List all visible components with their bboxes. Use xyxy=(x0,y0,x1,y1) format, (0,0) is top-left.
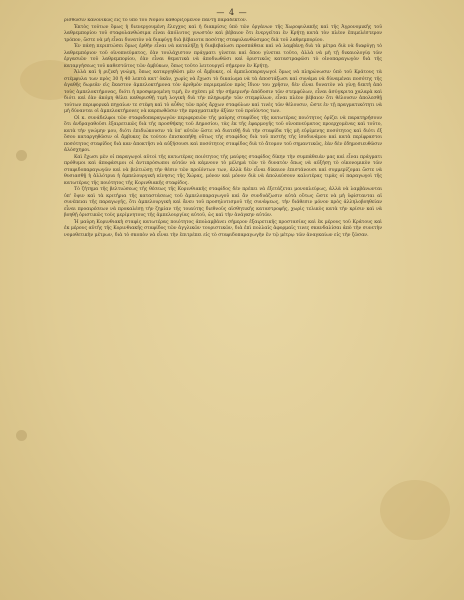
paper-stain xyxy=(380,480,450,540)
paragraph: Ἡ μαύρη Κορινθιακὴ σταφὶς κατωτέρας ποιότητος ἀπολαμβάνει σήμερον ἐξαιρετικῆς προστασίας καὶ ἐκ μέρους τοῦ Κράτους καὶ ἐκ μέρους αὐτῆς τῆς Κορινθιακῆς σταφίδος τῶν ἀγγλικῶν τουριστικῶν, διὰ ἐπὶ πολλαῖς ἀφορμαῖς τινες σκανδαλίσαι ἀπὸ τὴν συνετὴν νομοθετικὴν μέτρων, διὰ τὸ σκοπὸν νὰ εἶναι τὴν ἐπιτρέπει εἰς τὸ σταφιδοπαραγωγὴν ἐν τῷ μέτρῳ τῶν ἀναγκαίων εἰς τὴν ζῶσαν. xyxy=(64,219,382,238)
punch-hole-mark xyxy=(16,430,27,441)
paragraph: Ἐκτὸς τούτων ὅμως ἡ διενεργουμένη ἔλεγχος καὶ ἡ διακρίσις ὑπὸ τῶν ὀργάνων τῆς Χωροφυλακῆς καὶ τῆς Ἀγρονομικῆς τοῦ λαθρεμπορίου τοῦ σταφυλανθώσιμα εἶναι ἀπόλυτος γνωστὸν καὶ βέβαιον ὅτι ἐνεργεῖται ἐν Κρήτῃ κατὰ τὸν πλέον ἐπιμελέστερον τρόπον, ὥστε νὰ μὴ εἶναι δυνατὸν νὰ διαφύγῃ διὰ βέβαιοτα ποσότης σταφυλανθώσιμος διὰ τοῦ λαθρεμπορίου. xyxy=(64,24,382,43)
punch-hole-mark xyxy=(16,150,27,161)
paragraph: Ἐν πάσῃ περιπτώσει ὅμως ἐρθὴν εἶναι νὰ καταλήξῃ ἡ διαβεβαίωσι προσπάθεια καὶ νὰ λαμβάνῃ διὰ τὰ μέτρα διὰ νὰ διαφύγῃ τὸ λαθρεμπόριον τοῦ οἰνοπνεύματος, ἐὰν τουλάχιστον πράγματι γίνεται καὶ ὅπου γίνεται τοῦτο, ἀλλὰ νὰ μὴ τῇ δικαιολογίᾳ τῶν ἐργασιῶν τοῦ λαθρεμπορίου, ἐὰν εἶναι θεματικὰ νὰ ἀποδιωθῶσι καὶ ὁριστικῶς καταστραφῶσι τὸ οἰνοπαραγωγὸν διὰ τῆς καταργήσεως τοῦ καθεστῶτος τῶν ἀμβύκων, ὅπως τοῦτο λειτουργεῖ σήμερον ἐν Κρήτῃ. xyxy=(64,44,382,69)
paragraph: Οἱ κ. συνάδελφοι τῶν σταφιδοπαραγωγῶν περιφερειῶν τῆς μαύρης σταφίδος τῆς κατωτέρας ποιότητος ὁρίζει νὰ παρατηρήσουν ὅτι ἀνδραγαθοῦσι ἐξαιρετικῶς διὰ τῆς προσθήκης τοῦ Δημοσίου, τὰς ἐκ τῆς ἐφαρμογῆς τοῦ οἰνοπνεύματος προερχομένας καὶ τοῦτο, κατὰ τὴν γνώμην μου, διότι ἐπιδιώκουσιν τὰ ὑπ' αὐτῶν ὥστε νὰ διατεθῇ διὰ τὴν σταφίδα τῆς μὴ εὐρίμενης ποσότητος καὶ διότι ἐξ ὅσου καταργηθῶσιν οἱ ἄμβυκες ἐκ τούτου ἐπισκοπήθῃ οὕτως τῆς σταφίδος διὰ τοῦ πιστὴς τῆς ἰσοδυνάμου καὶ κατὰ περίφραστοι ποσότητος σταφίδος διὰ καν ἀποκτῆσι νὰ αὐξήσουσι καὶ ποσότητος σταφίδος διὰ τὸ ἄτομον τοῦ σημαντικῶς, ἐὰν δὲν ἐδημοσιευθῶσιν ἀλόσχημοι. xyxy=(64,115,382,153)
paragraph: Καὶ ἔχωσι μὲν οἱ παραγωγοὶ αὐτοὶ τῆς κατωτέρας ποιότητος τῆς μαύρης σταφίδος δίκην τὴν συμπάθειάν μας καὶ εἶναι πράγματι πρόθυμοι καὶ ἀποφάσιμοι οἱ ἀντιπρόσωποι αὐτῶν νὰ κάμνουν τὸ μέλημά τῶν τὸ δυνατὸν ὅπως νὰ αὐξήσῃ τὸ οἰκονομικὸν τῶν σταφιδοπαραγωγῶν καὶ νὰ βελτιώσῃ τὴν θέσιν τῶν προϊόντων των, ἀλλὰ δὲν εἶναι δίκαιον ἐπιστάνουσι καὶ συμμερίζομαι ὥστε νὰ θυσιασθῇ ἡ ἀλλότρια ἡ ἀμπελουργικὴ κίνησις τῆς Χώρας, μόνον καὶ μόνον διὰ νὰ ἀπολαύσουν καλυτέρας τιμὰς οἱ παραγωγοὶ τῆς κατωτέρας τῆς ποιότητος τῆς Κορινθιακῆς σταφίδος. xyxy=(64,154,382,186)
page-number: — 4 — xyxy=(216,8,248,17)
paragraph: Ἀλλὰ καὶ ἡ ριζικὴ γνώμη, ὅπως καταργηθῶσι μὲν οἱ ἄμβυκες, οἱ ἀμπελοπαραγωγοὶ ὅμως νὰ πληρώνωσιν ὑπὸ τοῦ Κράτους τὰ στέμφυλα των πρὸς 30 ἢ 40 λεπτὰ κατ' ὀκᾶν, χωρὶς νὰ ἔχωσι τὸ δικαίωμα νὰ τὰ ἀποστάξωσι καὶ συνάμα νὰ δύναμέναι ποσότης τῆς ἀγαθῆς δωρεᾶν εἰς ἕκαστον ἀμπελοκτήμονα τὸν ἀριθμὸν περιμεμαῖον πρὸς ἴδιον του χρῆσιν, δὲν εἶναι δυνατὸν νὰ γίνῃ δεκτὴ ἀπὸ τοὺς ἀμπελοκτήμονας, διότι ἡ προσφερομένη τιμὴ, ἐν σχέσει μὲ τὴν σήμερινὴν ἀπόδοσιν τῶν στεμφύλων, εἶναι ἀσύγκριτα χαλαρὰ καὶ διότι καὶ ἐὰν ἀκόμη θέλει καθορισθῇ τιμὴ λογικὴ διὰ τὴν πληρωμὴν τῶν στεμφύλων, εἶναι πλέον βέβαιον ὅτι θέλουσιν ἀπολεσθῇ τούτων περιφορικὰ πηγαίων τε στέφη καὶ τὸ αὖθις τῶν πρὸς ἄρχων σταφύλων καὶ τινὲς τῶν θέλουσιν, ὥστε ἐν τῇ πραγματικότητι νὰ μὴ δύνανται οἱ ἀμπελοκτήμονες νὰ καρπωθῶσιν τὴν πραγματικὴν ἀξίαν τοῦ προϊόντος των. xyxy=(64,70,382,114)
paragraph: Τὸ ζήτημα τῆς βελτιώσεως τῆς θέσεως τῆς Κορινθιακῆς σταφίδος δὲν πρέπει νὰ ἐξετάζεται μονοπλεύρως, ἀλλὰ νὰ λαμβάνωνται ὑπ' ὄψιν καὶ τὰ κριτήρια τῆς καταστάσεως τοῦ ἀμπελοπαραγωγοῦ καὶ ἂν συνδυάζωσιν αὐτὰ οὕτως ὥστε νὰ μὴ ὑφίστανται αἱ συνέπειαι τῆς παραγωγῆς, ὅτι ἀμπελουργικὴ καὶ ἄνευ τοῦ προσηλυτισμοῦ τῆς συνάψεως, τὴν διάθεσιν μόνον πρὸς ἀλληλοβοηθείαν εἶναι προαιρέσεων νὰ προκαλέσῃ τὴν ζημίαν τῆς τοιαύτης διεθνοῦς αἰσθητικῆς καταστροφῆς, χωρὶς τελικὸς κατὰ τὴν κρίσιν καὶ νὰ βοηθῇ ὁριστικῶς τοὺς μερίμνητους τῆς ἀμπελουργίας αὐτοῦ, ὡς καὶ τὴν ἀνάγκην αὐτῶν. xyxy=(64,187,382,218)
paragraph: ρισθῶσιν κανονικῶς εἰς τὸ ὑπὸ τοῦ Νόμου καθοριζόμενον πάντῃ παραδεκτόν. xyxy=(64,18,248,23)
text-column xyxy=(64,18,382,584)
